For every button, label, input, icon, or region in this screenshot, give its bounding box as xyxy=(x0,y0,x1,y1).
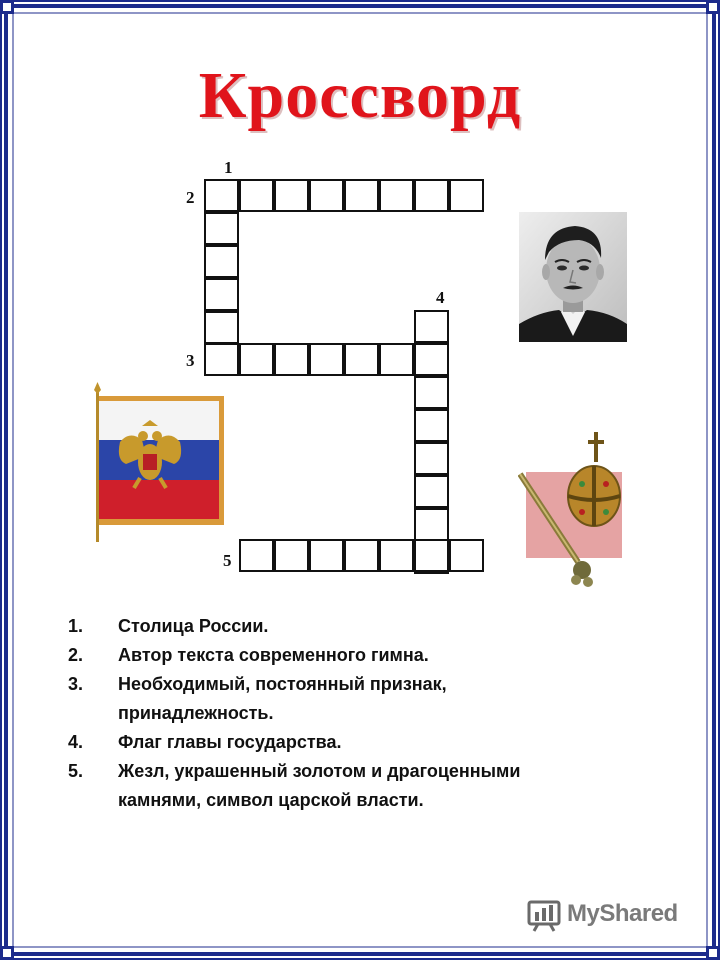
crossword-cell[interactable] xyxy=(414,310,449,343)
crossword-cell[interactable] xyxy=(309,343,344,376)
crossword-cell[interactable] xyxy=(344,343,379,376)
crossword-cell[interactable] xyxy=(309,539,344,572)
crossword-cell[interactable] xyxy=(204,311,239,344)
clue-number-1: 1 xyxy=(224,158,233,177)
clue-item-number: 3. xyxy=(68,674,84,694)
crossword-cell[interactable] xyxy=(414,442,449,475)
myshared-logo-icon xyxy=(527,898,561,932)
clue-number-2: 2 xyxy=(186,188,195,207)
crossword-cell[interactable] xyxy=(274,179,309,212)
crossword-cell[interactable] xyxy=(274,343,309,376)
crossword-cell[interactable] xyxy=(239,539,274,572)
myshared-logo-text: MyShared xyxy=(567,900,678,927)
clue-number-4: 4 xyxy=(436,288,445,307)
clue-number-3: 3 xyxy=(186,351,195,370)
clue-item-number: 5. xyxy=(68,761,84,781)
myshared-logo xyxy=(527,896,697,936)
crossword-cell[interactable] xyxy=(274,539,309,572)
clue-item-text: камнями, символ царской власти. xyxy=(118,790,424,810)
crossword-cell[interactable] xyxy=(414,179,449,212)
clue-number-5: 5 xyxy=(223,551,232,570)
sceptre-and-orb-image xyxy=(518,432,622,592)
presidential-flag-image xyxy=(92,382,226,542)
clue-item xyxy=(68,670,668,699)
clue-item xyxy=(68,641,668,670)
crossword-cell[interactable] xyxy=(204,343,239,376)
crossword-cell[interactable] xyxy=(379,343,414,376)
crossword-cell[interactable] xyxy=(414,475,449,508)
crossword-cell[interactable] xyxy=(344,539,379,572)
crossword-cell[interactable] xyxy=(204,278,239,311)
clue-item xyxy=(68,728,668,757)
crossword-cell[interactable] xyxy=(449,539,484,572)
crossword-cell[interactable] xyxy=(414,376,449,409)
crossword-cell[interactable] xyxy=(239,179,274,212)
clue-item-text: Столица России. xyxy=(118,616,269,636)
crossword-cell[interactable] xyxy=(449,179,484,212)
clue-item-text: Флаг главы государства. xyxy=(118,732,342,752)
crossword-cell[interactable] xyxy=(309,179,344,212)
clue-item-number: 2. xyxy=(68,645,84,665)
clue-item-text: принадлежность. xyxy=(118,703,274,723)
crossword-cell[interactable] xyxy=(204,245,239,278)
clue-item-text: Необходимый, постоянный признак, xyxy=(118,674,447,694)
clue-item-number: 1. xyxy=(68,616,84,636)
clue-item xyxy=(68,757,668,786)
clue-item xyxy=(68,699,668,728)
crossword-cell[interactable] xyxy=(379,539,414,572)
crossword-cell[interactable] xyxy=(344,179,379,212)
clue-item xyxy=(68,786,668,815)
crossword-cell[interactable] xyxy=(204,212,239,245)
crossword-cell[interactable] xyxy=(414,539,449,572)
clue-item-number: 4. xyxy=(68,732,84,752)
crossword-cell[interactable] xyxy=(414,409,449,442)
clue-item-text: Жезл, украшенный золотом и драгоценными xyxy=(118,761,521,781)
portrait-image xyxy=(519,212,627,342)
clues-list xyxy=(68,612,668,815)
crossword-cell[interactable] xyxy=(414,508,449,541)
page-title: Кроссворд xyxy=(198,59,522,132)
clue-item xyxy=(68,612,668,641)
crossword-cell[interactable] xyxy=(204,179,239,212)
crossword-cell[interactable] xyxy=(414,343,449,376)
crossword-cell[interactable] xyxy=(239,343,274,376)
clue-item-text: Автор текста современного гимна. xyxy=(118,645,429,665)
crossword-cell[interactable] xyxy=(379,179,414,212)
